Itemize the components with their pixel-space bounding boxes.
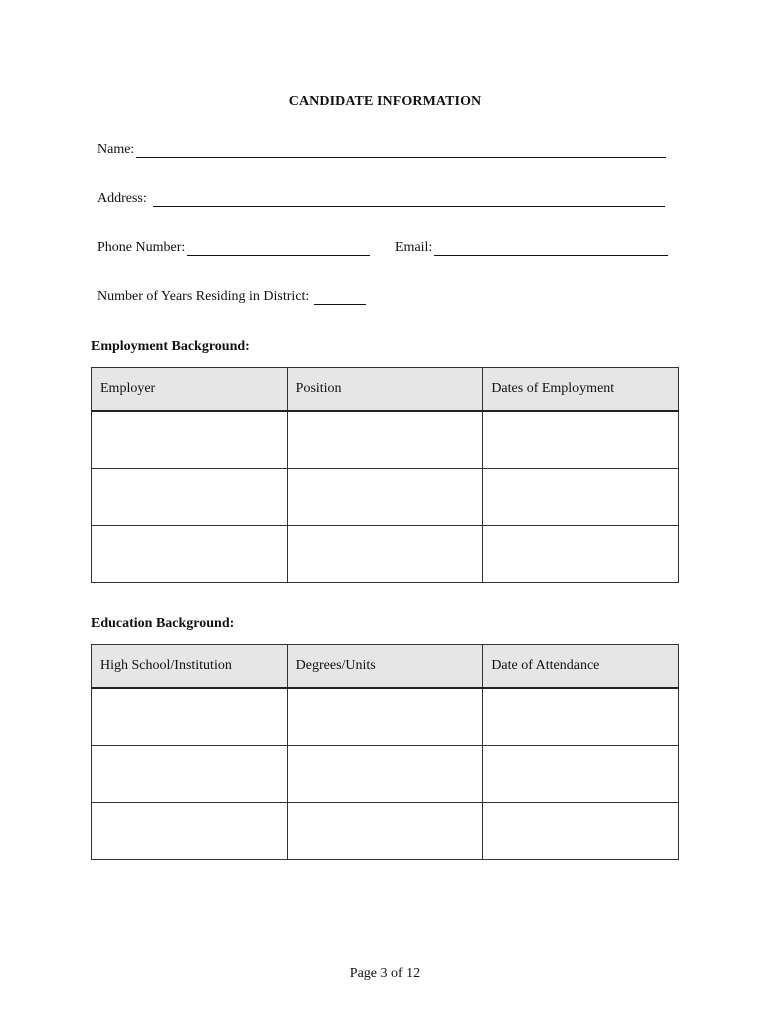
- phone-label: Phone Number:: [97, 240, 186, 255]
- employment-cell-employer[interactable]: [92, 411, 288, 469]
- education-col-institution: High School/Institution: [92, 645, 288, 689]
- table-row: [92, 746, 679, 803]
- name-field-row: [97, 142, 666, 158]
- years-input-line[interactable]: [314, 290, 366, 305]
- education-cell-institution[interactable]: [92, 746, 288, 803]
- education-header-row: [92, 645, 679, 689]
- employment-cell-employer[interactable]: [92, 526, 288, 583]
- employment-cell-position[interactable]: [287, 526, 483, 583]
- employment-cell-position[interactable]: [287, 469, 483, 526]
- education-table: [91, 644, 679, 860]
- address-input-line[interactable]: [153, 192, 665, 207]
- education-cell-attendance[interactable]: [483, 688, 679, 746]
- employment-col-position: Position: [287, 368, 483, 412]
- employment-header-row: [92, 368, 679, 412]
- employment-col-employer: Employer: [92, 368, 288, 412]
- education-col-degrees: Degrees/Units: [287, 645, 483, 689]
- education-heading: Education Background:: [91, 616, 235, 631]
- page-number: Page 3 of 12: [349, 966, 421, 981]
- email-input-line[interactable]: [434, 241, 668, 256]
- employment-col-dates: Dates of Employment: [483, 368, 679, 412]
- table-row: [92, 526, 679, 583]
- table-row: [92, 411, 679, 469]
- employment-cell-position[interactable]: [287, 411, 483, 469]
- education-cell-attendance[interactable]: [483, 746, 679, 803]
- name-input-line[interactable]: [136, 143, 666, 158]
- employment-cell-employer[interactable]: [92, 469, 288, 526]
- education-cell-degrees[interactable]: [287, 803, 483, 860]
- employment-heading: Employment Background:: [91, 339, 250, 354]
- employment-cell-dates[interactable]: [483, 526, 679, 583]
- phone-input-line[interactable]: [187, 241, 370, 256]
- employment-cell-dates[interactable]: [483, 469, 679, 526]
- address-label: Address:: [97, 191, 147, 206]
- employment-cell-dates[interactable]: [483, 411, 679, 469]
- table-row: [92, 469, 679, 526]
- education-cell-degrees[interactable]: [287, 746, 483, 803]
- education-cell-degrees[interactable]: [287, 688, 483, 746]
- name-label: Name:: [97, 142, 135, 157]
- email-label: Email:: [395, 240, 433, 255]
- page-title: CANDIDATE INFORMATION: [288, 94, 482, 109]
- education-cell-institution[interactable]: [92, 803, 288, 860]
- email-field-row: [395, 240, 668, 256]
- table-row: [92, 803, 679, 860]
- phone-field-row: [97, 240, 370, 256]
- education-cell-institution[interactable]: [92, 688, 288, 746]
- address-field-row: [97, 191, 665, 207]
- table-row: [92, 688, 679, 746]
- employment-table: [91, 367, 679, 583]
- years-label: Number of Years Residing in District:: [97, 289, 310, 304]
- education-col-attendance: Date of Attendance: [483, 645, 679, 689]
- years-field-row: [97, 289, 366, 305]
- education-cell-attendance[interactable]: [483, 803, 679, 860]
